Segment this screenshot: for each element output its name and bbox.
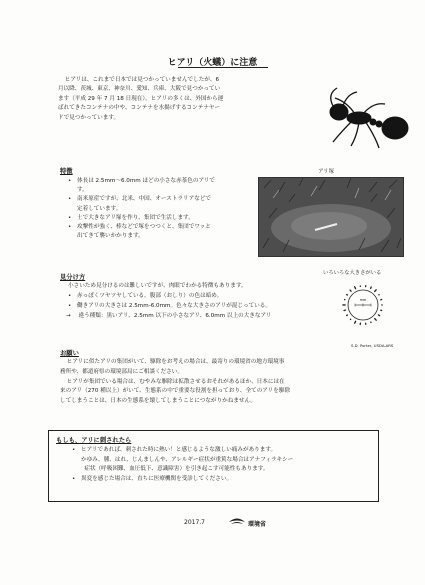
intro-line: ばれてきたコンテナの中や、コンテナを水揚げするコンテナヤー [58,105,221,112]
ant-silhouette-icon [342,304,346,305]
sting-line: • ヒアリであれば、刺された時に熱い！と感じるような激しい痛みがあります。 [81,447,277,453]
ant-silhouette-icon [343,309,346,311]
ant-silhouette-icon [354,320,357,324]
ant-silhouette-icon [344,299,346,301]
ant-silhouette-icon [381,304,383,305]
request-line: してしまうことは、日本の生態系を壊してしまうことにつながりかねません。 [60,398,257,405]
size-scale [338,280,388,330]
ant-silhouette-icon [370,321,372,323]
sting-line: • 異変を感じた場合は、直ちに医療機関を受診してください。 [81,475,233,482]
identify-list [68,292,338,312]
size-scale-image [338,280,388,330]
list-item [68,214,254,223]
request-heading: お願い [60,350,79,357]
ant-silhouette-icon [359,322,361,325]
request-line: 務所や、都道府県の環境部局にご相談ください。 [60,368,183,375]
page-title: ヒアリ（火蟻）に注意 [167,58,258,68]
sting-line: 症状（呼吸困難、血圧低下、意識障害）を引き起こす可能性もあります。 [84,466,269,473]
ministry-logo-icon [228,515,246,527]
ant-silhouette-icon [359,285,361,287]
list-item [68,302,338,312]
ant-silhouette-icon [380,299,383,301]
list-item [68,177,254,195]
intro-line: ヒアリは、これまで日本では見つかっていませんでしたが、6 [64,77,220,83]
ant-silhouette-icon [365,323,367,325]
identify-arrow-row [66,312,346,322]
ant-silhouette-icon [349,289,352,292]
arrow-icon: → [66,313,71,319]
request-line: ヒアリが集団でいる場合は、むやみな駆除は拡散させるおそれがあるほか、日本には在 [66,378,285,385]
intro-line: 月以降、茨城、東京、神奈川、愛知、兵庫、大阪で見つかってい [58,86,221,93]
list-item [68,195,254,213]
list-item [68,223,254,241]
identify-item: 赤っぽくツヤツヤしている。腹部（おしり）の色は暗め。 [77,293,223,299]
intro-line: ます（平成 29 年 7 月 18 日現在）。ヒアリの多くは、外国から運 [58,95,224,102]
ant-silhouette-icon [374,289,377,293]
identify-heading: 見分け方 [60,274,86,281]
ant-silhouette-icon [354,286,357,290]
footer-org: 環境省 [248,521,267,528]
title-underline [178,67,268,68]
feature-line: す。 [77,187,88,194]
feature-line: • 土で大きなアリ塚を作り、集団で生活します。 [77,214,194,221]
identify-arrow-text: 違う種類：黒いアリ、2.5mm 以下の小さなアリ、6.0mm 以上の大きなアリ [78,313,272,319]
photo-credit: S.D. Porter, USDA-ARS [351,343,394,348]
sting-heading: もしも、アリに刺されたら [56,437,132,444]
list-item [72,475,372,485]
request-line: 来のアリ（270 種以上）がいて、生態系の中で重要な役割を担っており、全てのアリを駆除 [60,388,291,395]
scale-unit: mm [359,298,367,302]
feature-line: 定着しています。 [77,205,122,212]
ant-icon [323,82,413,152]
footer-date: 2017.7 [184,519,205,526]
size-caption: いろいろな大きさがいる [323,270,382,276]
request-paragraph [60,358,380,407]
ant-silhouette-icon [374,318,377,322]
intro-paragraph [58,76,310,123]
identify-item: 働きアリの大きさは 2.5mm-6.0mm。色々な大きさのアリが混じっている。 [77,302,271,309]
identify-lead: 小さいため見分けるのは難しいですが、肉眼でわかる特徴もあります。 [68,283,247,289]
ant-silhouette-icon [365,285,367,287]
ant-silhouette-icon [346,294,349,296]
ant-mound-image [259,178,403,256]
features-heading: 特徴 [60,168,73,175]
intro-line: ドで見つかっています。 [58,114,120,121]
ant-silhouette-icon [380,309,383,311]
list-item [72,446,372,475]
ant-silhouette-icon [346,314,349,316]
ant-silhouette-icon [370,286,373,289]
feature-line: • 体長は 2.5mm〜6.0mm ほどの小さな赤茶色のアリで [77,178,216,184]
feature-line: • 攻撃性が強く、棒などで塚をつつくと、集団でワッと [77,224,211,231]
photo-caption: アリ塚 [318,169,334,175]
sting-list [72,446,372,484]
sting-line: かゆみ、腫、はれ、じんましんや、アレルギー症状が重篤な場合はアナフィラキシー [81,456,294,463]
ant-silhouette-icon [377,314,380,317]
feature-line: • 南米原産ですが、北米、中国、オーストラリアなどで [77,196,211,203]
ant-mound-photo [258,177,404,257]
ant-silhouette-icon [350,318,352,320]
feature-line: 出てきて襲いかかります。 [77,233,144,240]
ant-silhouette-icon [378,294,380,296]
list-item [68,292,338,302]
features-list [68,177,254,241]
request-line: ヒアリに似たアリの集団がいて、駆除をお考えの場合は、最寄りの環境省の地方環境事 [66,359,285,365]
